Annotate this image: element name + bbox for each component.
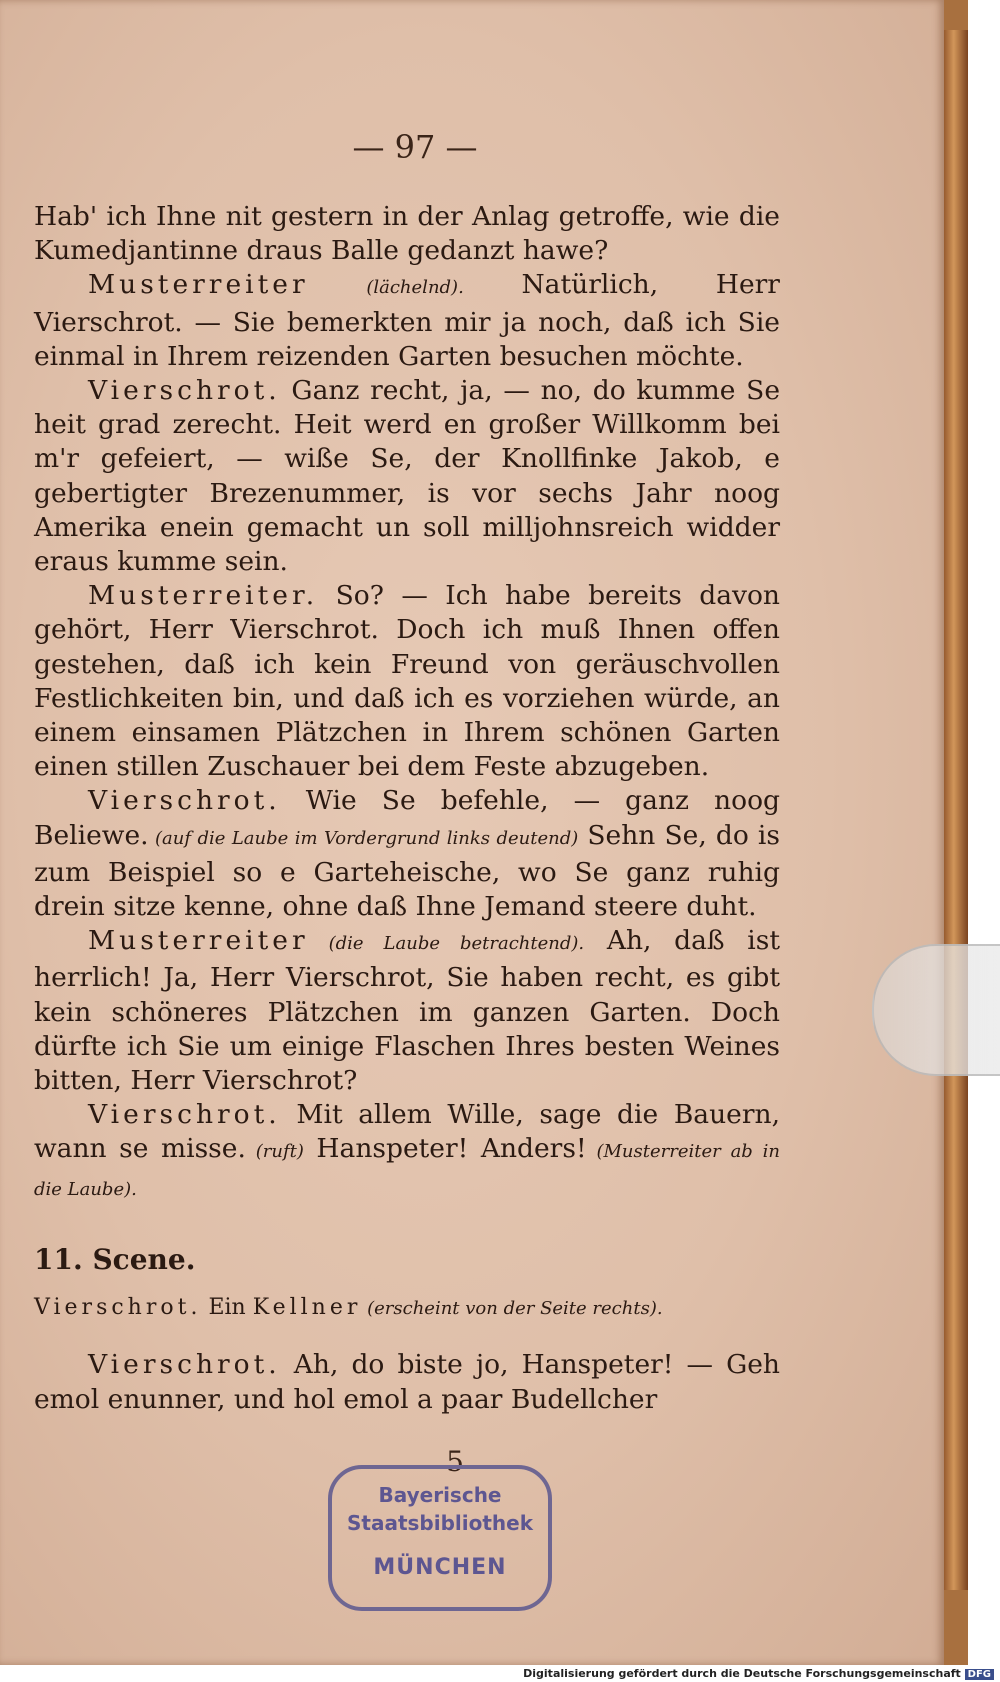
paragraph-1: Hab' ich Ihne nit gestern in der Anlag getroffe, wie die Kumedjantinne draus Balle gedanzt hawe? xyxy=(34,201,780,267)
speaker-name: Vierschrot. xyxy=(88,785,281,817)
credit-line: Digitalisierung gefördert durch die Deutsche Forschungsgemeinschaft DFG xyxy=(523,1667,994,1680)
stage-direction: (Musterreiter ab in die Laube). xyxy=(34,1141,781,1200)
library-stamp: Bayerische Staatsbibliothek MÜNCHEN xyxy=(328,1465,552,1611)
paragraph-4: Musterreiter. So? — Ich habe bereits davon gehört, Herr Vierschrot. Doch ich muß Ihnen offen gestehen, daß ich kein Freund von geräuschvollen Festlichkeiten bin, und daß ich es vorziehen würde, an einem einsamen Plätzchen in Ihrem schönen Garten einen stillen Zuschauer bei dem Feste abzugeben. xyxy=(34,580,780,783)
stage-direction: (lächelnd). xyxy=(366,277,464,299)
paragraph-2: Musterreiter (lächelnd). Natürlich, Herr Vierschrot. — Sie bemerkten mir ja noch, daß ich Sie einmal in Ihrem reizenden Garten besuchen möchte. xyxy=(34,269,780,372)
speaker-name: Musterreiter xyxy=(88,269,309,301)
scene-heading: 11. Scene. xyxy=(34,1242,196,1276)
book-edge xyxy=(942,30,968,1590)
speaker-name: Vierschrot. xyxy=(88,1099,281,1131)
paragraph-6: Musterreiter (die Laube betrachtend). Ah, daß ist herrlich! Ja, Herr Vierschrot, Sie haben recht, es gibt kein schöneres Plätzchen im ganzen Garten. Doch dürfte ich Sie um einige Flaschen Ihres besten Weines bitten, Herr Vierschrot? xyxy=(34,925,780,1097)
paragraph-5: Vierschrot. Wie Se befehle, — ganz noog Beliewe. (auf die Laube im Vordergrund links deutend) Sehn Se, do is zum Beispiel so e Garteheische, wo Se ganz ruhig drein sitze kenne, ohne daß Ihne Jemand steere duht. xyxy=(34,785,780,923)
signature-mark: 5 xyxy=(446,1445,464,1478)
page-number: — 97 — xyxy=(352,128,478,166)
stage-direction: (auf die Laube im Vordergrund links deutend) xyxy=(148,827,579,849)
paragraph-3: Vierschrot. Ganz recht, ja, — no, do kumme Se heit grad zerecht. Heit werd en großer Willkomm bei m'r gefeiert, — wiße Se, der Knollfinke Jakob, e gebertigter Brezenummer, is vor sechs Jahr noog Amerika enein gemacht un soll milljohnsreich widder eraus kumme sein. xyxy=(34,375,780,578)
stage-direction: (die Laube betrachtend). xyxy=(308,933,585,955)
paragraph-8: Vierschrot. Ah, do biste jo, Hanspeter! — Geh emol enunner, und hol emol a paar Budellcher xyxy=(34,1349,780,1415)
speaker-name: Vierschrot. xyxy=(88,1349,281,1381)
paragraph-7: Vierschrot. Mit allem Wille, sage die Bauern, wann se misse. (ruft) Hanspeter! Anders! (Musterreiter ab in die Laube). xyxy=(34,1099,781,1200)
speaker-name: Vierschrot. xyxy=(88,375,281,407)
speaker-name: Musterreiter xyxy=(88,925,309,957)
page-clip xyxy=(872,944,1000,1076)
stage-direction: (ruft) xyxy=(245,1141,304,1163)
scene-cast-line: Vierschrot. Ein Kellner (erscheint von der Seite rechts). xyxy=(34,1295,663,1321)
dfg-logo: DFG xyxy=(965,1669,994,1680)
body-text xyxy=(34,200,780,1417)
speaker-name: Musterreiter. xyxy=(88,580,319,612)
